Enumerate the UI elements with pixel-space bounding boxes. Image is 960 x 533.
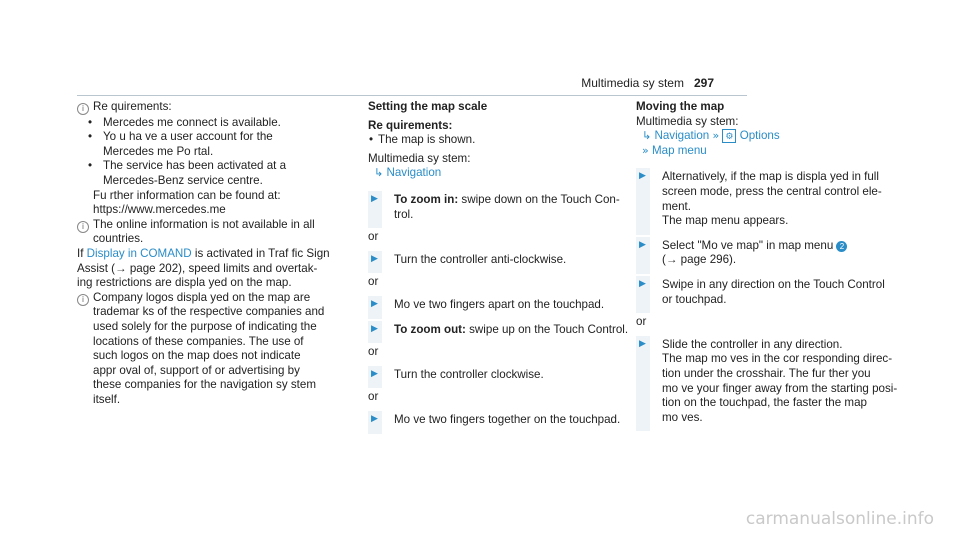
further-info: Fu rther information can be found at: https://www.mercedes.me (77, 189, 355, 218)
info-icon: i (77, 294, 89, 306)
step-zoom-in: ▶ To zoom in: swipe down on the Touch Con‐ trol. (368, 191, 618, 228)
step-alternative: ▶ Alternatively, if the map is displa yed in full screen mode, press the central control ele‐ ment. The map menu appears. (636, 168, 888, 234)
step-arrow-icon: ▶ (371, 192, 378, 203)
page-number: 297 (693, 76, 714, 90)
step-slide: ▶ Slide the controller in any direction. The map mo ves in the cor responding direc‐ tion under the crosshair. The fur ther you mo ve your finger away from the starting posi‐ tion on the touchpad, the faster the map mo ves. (636, 336, 888, 432)
callout-number-badge: 2 (836, 241, 847, 252)
requirements-label: Re quirements: (93, 100, 172, 113)
step-arrow-icon: ▶ (371, 297, 378, 308)
step-arrow-icon: ▶ (371, 322, 378, 333)
header-rule (77, 95, 747, 96)
step-arrow-icon: ▶ (371, 252, 378, 263)
step-arrow-icon: ▶ (371, 367, 378, 378)
step-arrow-icon: ▶ (639, 170, 646, 181)
path-arrow-icon: ↳ (374, 166, 384, 180)
menu-path (368, 166, 618, 181)
section-title: Multimedia sy stem (581, 76, 684, 90)
column-2: Setting the map scale Re quirements: • The map is shown. Multimedia sy stem: ↳ Navigation ▶ To zoom in: swipe down on the Touch Con‐ trol. or ▶ Turn the controller anti-clockwise. or ▶ Mo ve two fingers apart on the touchpad. ▶ To zoom out: swipe up on the Touch Control. or ▶ Turn the controller clockwise. or ▶ Mo ve two fingers together on the touchpad. (368, 100, 618, 436)
info-icon: i (77, 221, 89, 233)
list-item: • The map is shown. (368, 133, 618, 148)
menu-path-2 (636, 144, 888, 159)
navigation-link[interactable]: Navigation (654, 129, 710, 143)
page-header (581, 76, 714, 91)
online-note: i The online information is not available in all countries. (77, 218, 355, 247)
requirements-list (77, 116, 355, 189)
step-arrow-icon: ▶ (639, 337, 646, 348)
step-zoom-out: ▶ To zoom out: swipe up on the Touch Control. (368, 321, 618, 344)
step-fingers-apart: ▶ Mo ve two fingers apart on the touchpad. (368, 296, 618, 319)
comand-paragraph: If Display in COMAND is activated in Traf fic Sign Assist (→ page 202), speed limits and overtak‐ ing restrictions are displa yed on the map. (77, 246, 330, 290)
step-select-move-map: ▶ Select "Mo ve map" in map menu 2 (→ page 296). (636, 237, 888, 274)
display-in-comand-link[interactable]: Display in COMAND (86, 246, 192, 260)
step-arrow-icon: ▶ (371, 412, 378, 423)
menu-path (636, 129, 888, 144)
double-chevron-icon: » (712, 129, 720, 143)
navigation-link[interactable]: Navigation (386, 166, 442, 180)
step-arrow-icon: ▶ (639, 277, 646, 288)
requirements-note (77, 100, 355, 116)
list-item: • Mercedes me connect is available. (77, 116, 355, 131)
step-anti-clockwise: ▶ Turn the controller anti-clockwise. (368, 251, 618, 274)
list-item: • Yo u ha ve a user account for the Mercedes me Po rtal. (77, 130, 355, 159)
info-icon: i (77, 103, 89, 115)
map-menu-link[interactable]: Map menu (651, 143, 707, 157)
list-item: • The service has been activated at a Mercedes-Benz service centre. (77, 159, 355, 188)
options-link[interactable]: Options (739, 129, 780, 143)
watermark: carmanualsonline.info (745, 509, 934, 530)
double-chevron-icon: » (642, 143, 649, 157)
column-1 (77, 100, 355, 407)
step-arrow-icon: ▶ (639, 238, 646, 249)
column-3: Moving the map Multimedia sy stem: ↳ Navigation » ⚙ Options » Map menu ▶ Alternatively, if the map is displa yed in full screen mode, press the central control ele‐ ment. The map menu appears. ▶ Select "Mo ve map" in map menu 2 (→ page 296). ▶ Swipe in any direction on the Touch Control or touchpad. or ▶ Slide the controller in any direction. The map mo ves in the cor responding direc‐ tion under the crosshair. The fur ther you mo ve your finger away from the starting posi‐ tion on the touchpad, the faster the map mo ves. (636, 100, 888, 433)
step-swipe: ▶ Swipe in any direction on the Touch Control or touchpad. (636, 276, 888, 313)
step-fingers-together: ▶ Mo ve two fingers together on the touchpad. (368, 411, 618, 434)
section-heading: Moving the map (636, 100, 725, 113)
step-clockwise: ▶ Turn the controller clockwise. (368, 366, 618, 389)
options-gear-icon: ⚙ (722, 129, 736, 143)
path-arrow-icon: ↳ (642, 129, 652, 143)
requirements-label: Re quirements: (368, 118, 453, 132)
logos-note: i Company logos displa yed on the map are trademar ks of the respective companies and used solely for the purpose of indicating the locations of these companies. The use of such logos on the map does not indicate appr oval of, support of or advertising by these companies for the navigation sy stem itself. (77, 291, 355, 408)
website-url: https://www.mercedes.me (93, 203, 226, 217)
section-heading: Setting the map scale (368, 100, 488, 113)
